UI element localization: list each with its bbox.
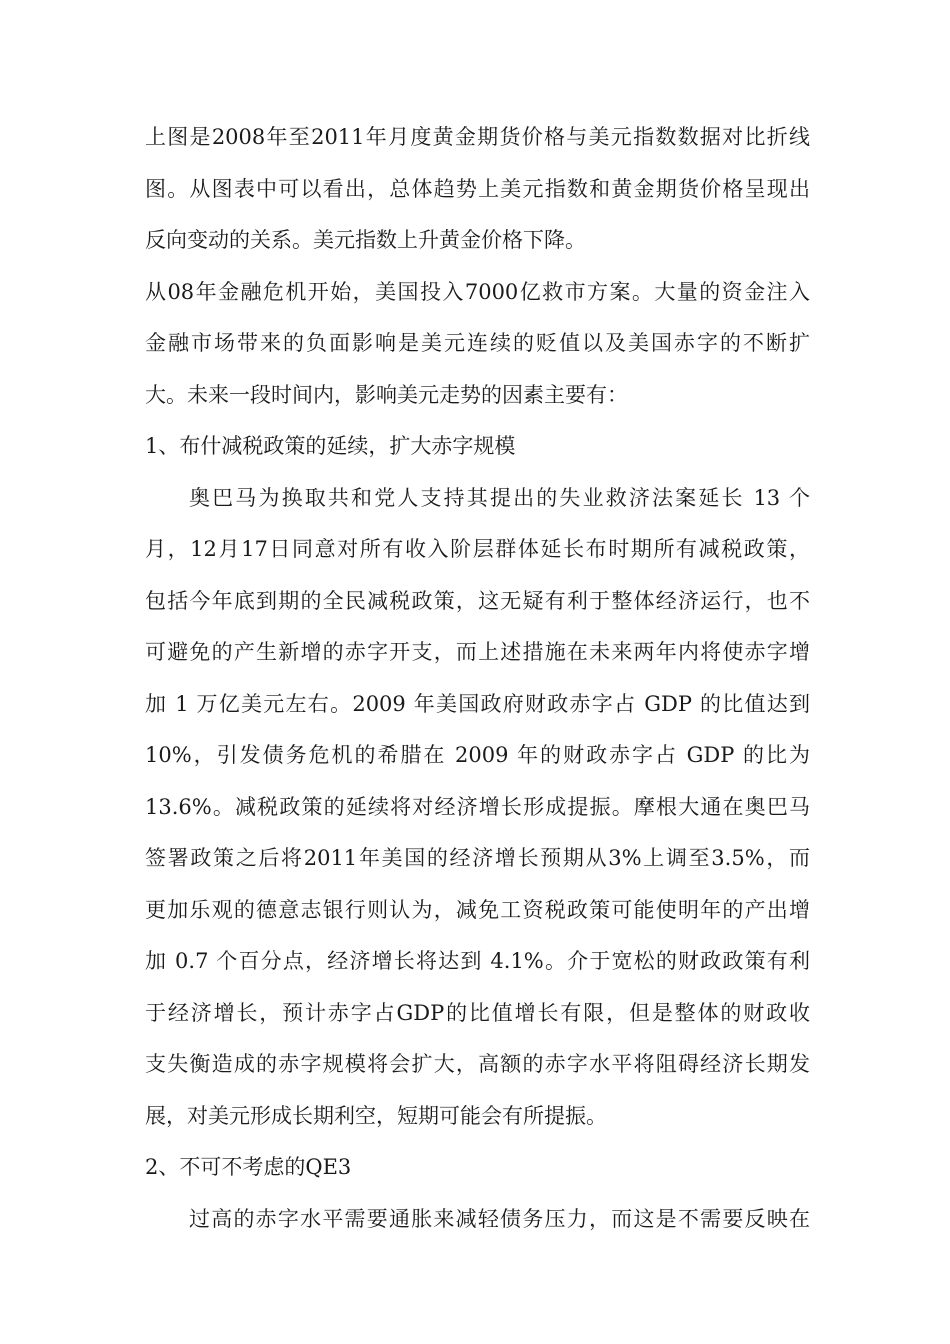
text-line: 金融市场带来的负面影响是美元连续的贬值以及美国赤字的不断扩: [145, 331, 810, 355]
text-line: 过高的赤字水平需要通胀来减轻债务压力，而这是不需要反映在: [189, 1206, 810, 1231]
text-line: 更加乐观的德意志银行则认为，减免工资税政策可能使明年的产出增: [145, 897, 810, 922]
text-line: 10%，引发债务危机的希腊在 2009 年的财政赤字占 GDP 的比为: [145, 743, 810, 767]
paragraph-financial-crisis: [145, 267, 810, 422]
text-line: 奥巴马为换取共和党人支持其提出的失业救济法案延长 13 个: [189, 485, 810, 510]
document-body: [145, 112, 810, 1245]
text-line: 包括今年底到期的全民减税政策，这无疑有利于整体经济运行，也不: [145, 588, 810, 613]
text-line: 上图是2008年至2011年月度黄金期货价格与美元指数数据对比折线: [145, 125, 810, 149]
text-line: 展，对美元形成长期利空，短期可能会有所提振。: [145, 1103, 607, 1128]
text-line: 支失衡造成的赤字规模将会扩大，高额的赤字水平将阻碍经济长期发: [145, 1052, 810, 1076]
section-heading-tax-cuts: 1、布什减税政策的延续，扩大赤字规模: [145, 434, 516, 458]
text-line: 于经济增长，预计赤字占GDP的比值增长有限，但是整体的财政收: [145, 1000, 810, 1025]
text-line: 反向变动的关系。美元指数上升黄金价格下降。: [145, 228, 586, 252]
text-line: 可避免的产生新增的赤字开支，而上述措施在未来两年内将使赤字增: [145, 640, 810, 664]
text-line: 月，12月17日同意对所有收入阶层群体延长布时期所有减税政策，: [145, 537, 810, 561]
text-line: 图。从图表中可以看出，总体趋势上美元指数和黄金期货价格呈现出: [145, 176, 810, 201]
paragraph-tax-cut-extension: [145, 473, 810, 1143]
text-line: 大。未来一段时间内，影响美元走势的因素主要有：: [145, 382, 628, 407]
text-line: 加 0.7 个百分点，经济增长将达到 4.1%。介于宽松的财政政策有利: [145, 949, 810, 973]
paragraph-gold-vs-dollar: [145, 112, 810, 267]
text-line: 13.6%。减税政策的延续将对经济增长形成提振。摩根大通在奥巴马: [145, 794, 810, 819]
section-heading-qe3: 2、不可不考虑的QE3: [145, 1155, 352, 1179]
paragraph-qe3: [145, 1194, 810, 1246]
text-line: 加 1 万亿美元左右。2009 年美国政府财政赤字占 GDP 的比值达到: [145, 691, 810, 716]
text-line: 从08年金融危机开始，美国投入7000亿救市方案。大量的资金注入: [145, 279, 810, 304]
text-line: 签署政策之后将2011年美国的经济增长预期从3%上调至3.5%，而: [145, 846, 810, 870]
